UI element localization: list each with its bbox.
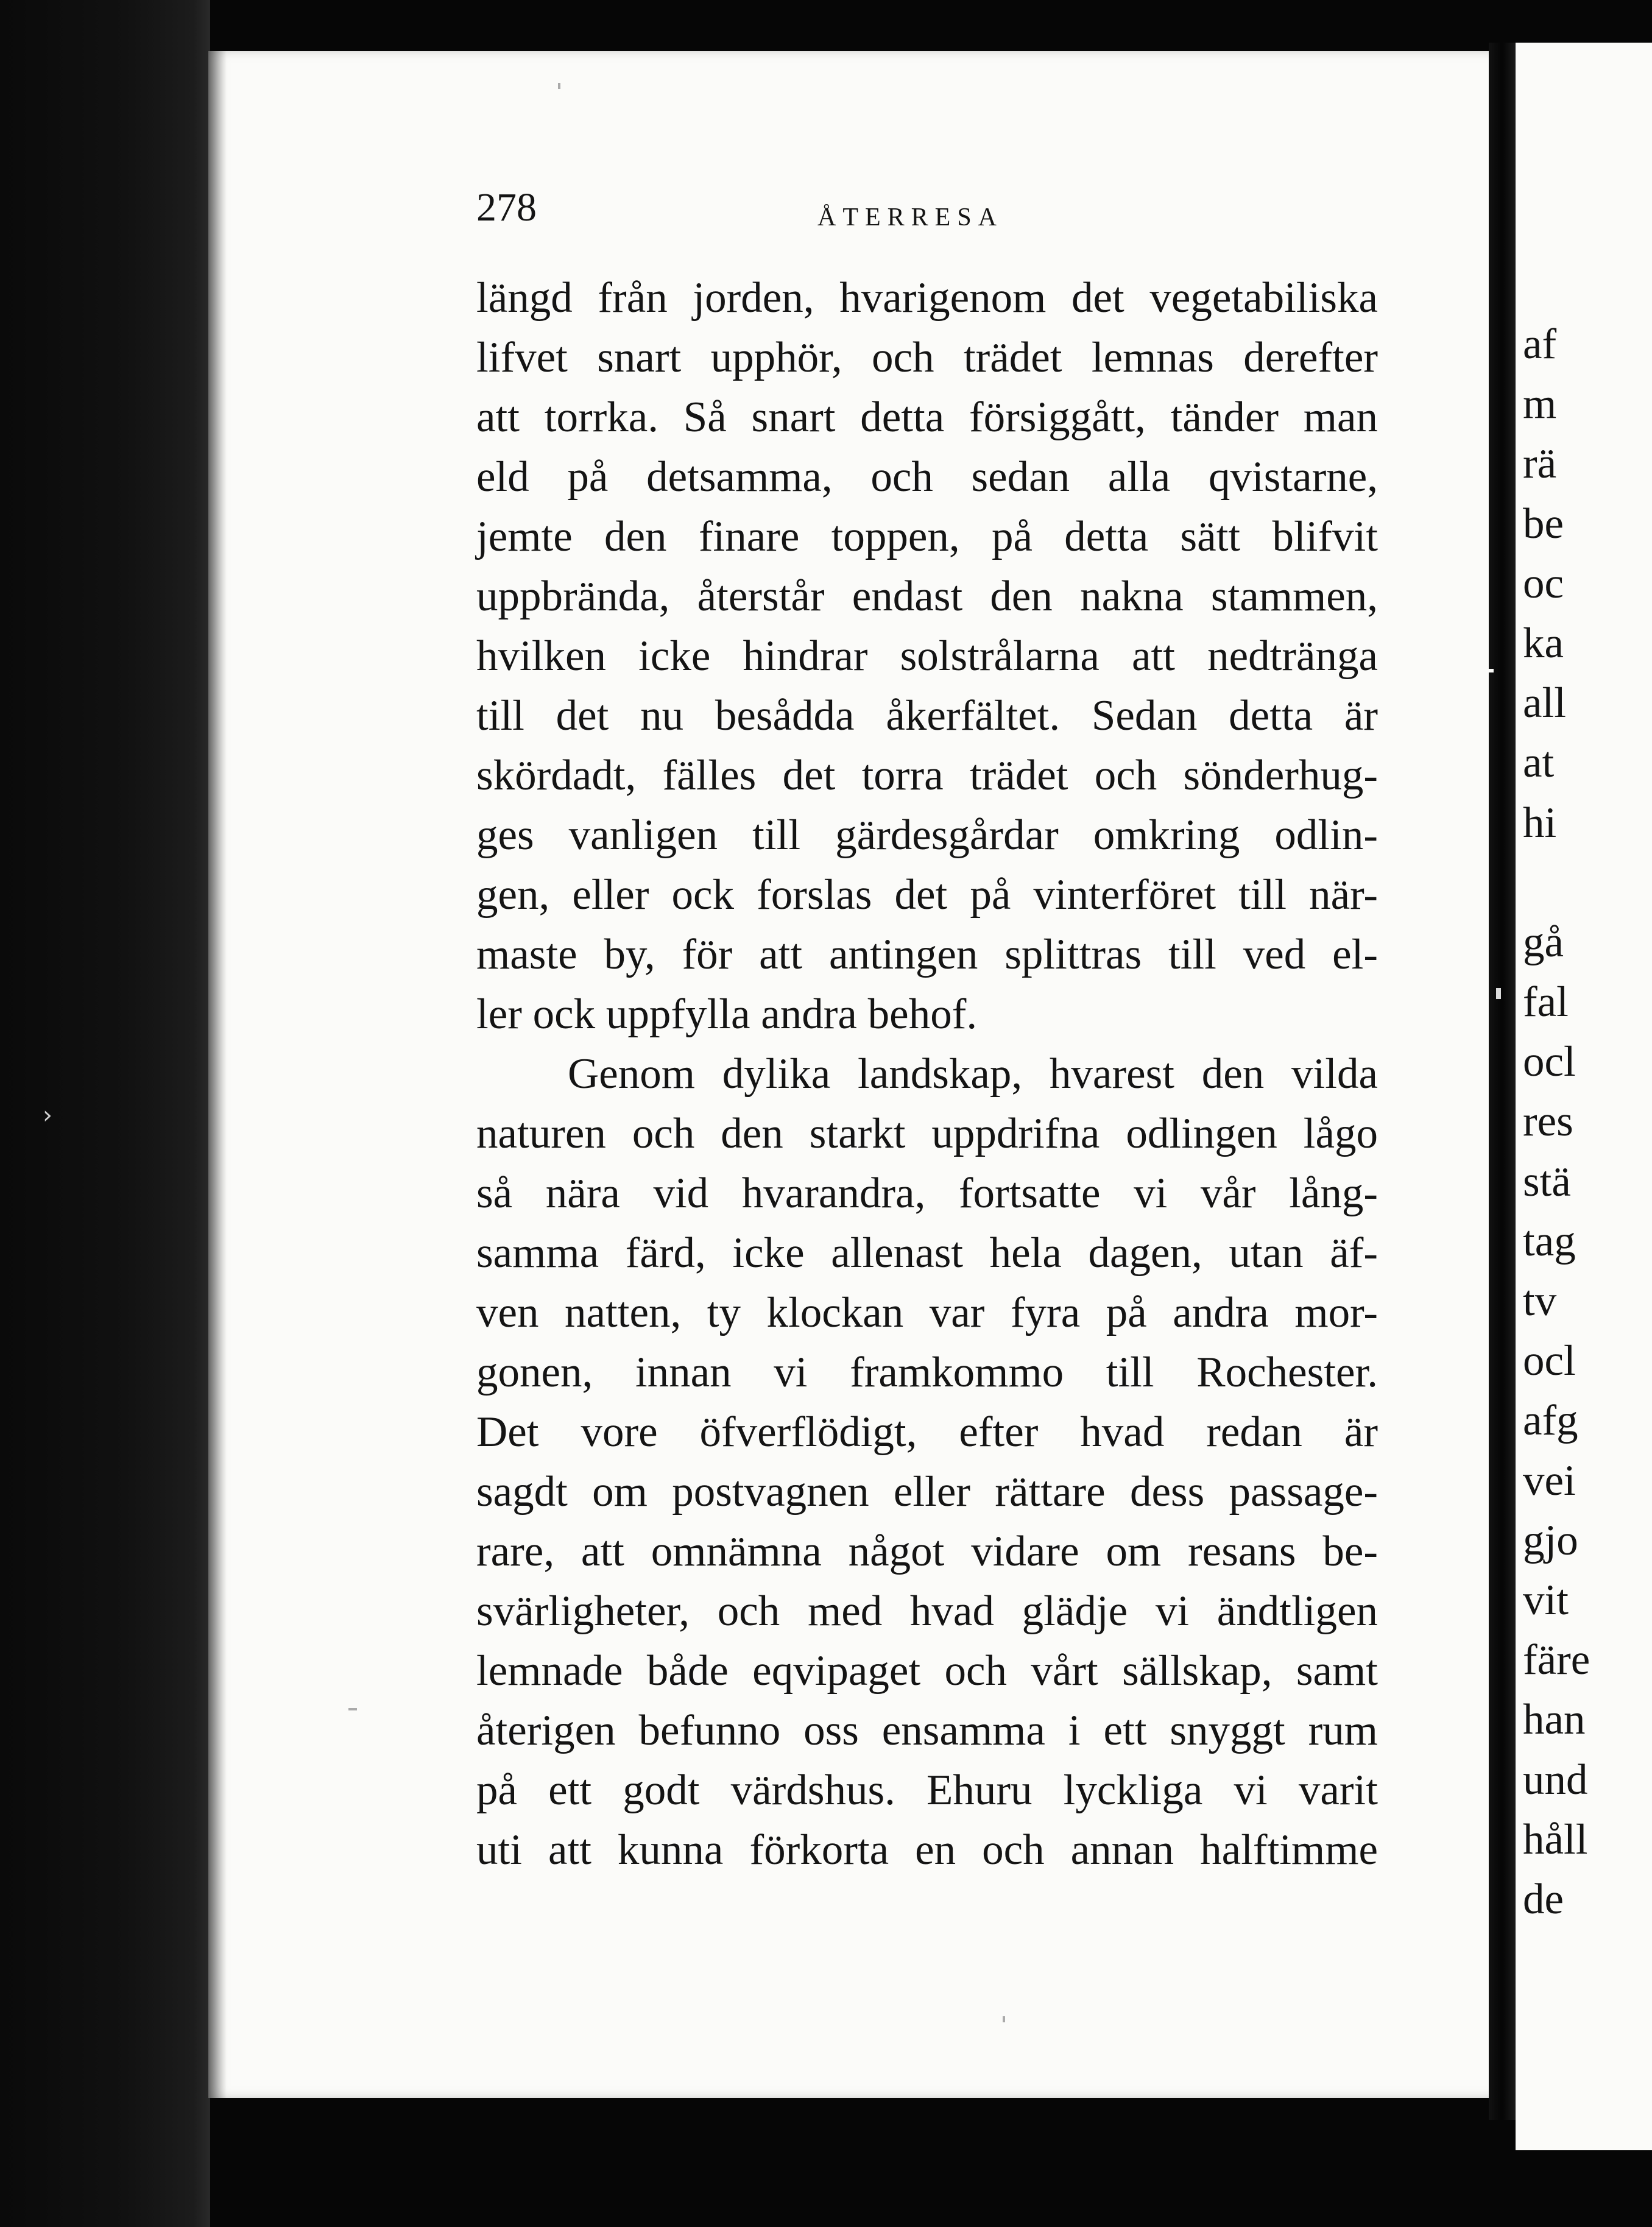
text-line: tv	[1523, 1277, 1557, 1325]
text-line: längd från jorden, hvarigenom det vegetabiliska	[476, 274, 1378, 322]
text-line: res	[1523, 1098, 1573, 1146]
text-line: tag	[1523, 1217, 1576, 1265]
text-line: all	[1523, 679, 1566, 727]
text-line: stä	[1523, 1157, 1571, 1205]
text-line: de	[1523, 1875, 1564, 1923]
text-line: gen, eller ock forslas det på vinterföret till när-	[476, 871, 1378, 919]
speck	[558, 83, 560, 89]
text-line: Genom dylika landskap, hvarest den vilda	[568, 1050, 1378, 1098]
text-line: jemte den finare toppen, på detta sätt blifvit	[476, 513, 1378, 560]
text-line: skördadt, fälles det torra trädet och sönderhug-	[476, 752, 1378, 799]
text-line: gjo	[1523, 1516, 1578, 1564]
text-line: uppbrända, återstår endast den nakna stammen,	[476, 573, 1378, 620]
text-line: und	[1523, 1756, 1588, 1804]
text-line: ocl	[1523, 1038, 1576, 1086]
text-line: af	[1523, 320, 1557, 368]
text-line: vit	[1523, 1576, 1569, 1624]
gutter-mark	[1496, 988, 1501, 999]
text-line: svärligheter, och med hvad glädje vi ändtligen	[476, 1587, 1378, 1635]
text-line: at	[1523, 739, 1555, 787]
right-page-fragment	[1516, 43, 1652, 2150]
text-line: färe	[1523, 1636, 1590, 1684]
text-line: hvilken icke hindrar solstrålarna att nedtränga	[476, 632, 1378, 680]
text-line: hi	[1523, 799, 1557, 847]
text-line: sagdt om postvagnen eller rättare dess passage-	[476, 1468, 1378, 1516]
text-line: maste by, för att antingen splittras till ved el-	[476, 931, 1378, 978]
text-line: att torrka. Så snart detta försiggått, tänder man	[476, 394, 1378, 441]
speck	[1003, 2016, 1005, 2022]
body-text	[476, 268, 1378, 1880]
speck	[348, 1708, 357, 1710]
text-line: håll	[1523, 1815, 1588, 1863]
text-line	[1523, 853, 1590, 912]
text-line: ocl	[1523, 1337, 1576, 1385]
text-line: samma färd, icke allenast hela dagen, utan äf-	[476, 1229, 1378, 1277]
page-number: 278	[476, 185, 537, 230]
page-edge-shadow	[208, 51, 227, 2098]
text-line: återigen befunno oss ensamma i ett snyggt rum	[476, 1707, 1378, 1754]
text-line: han	[1523, 1696, 1586, 1744]
text-line: uti att kunna förkorta en och annan halftimme	[476, 1826, 1378, 1874]
running-head: ÅTERRESA	[817, 203, 1004, 231]
text-line: vei	[1523, 1456, 1576, 1505]
text-line: naturen och den starkt uppdrifna odlingen lågo	[476, 1110, 1378, 1157]
margin-glyph: ›	[43, 1101, 52, 1129]
text-line: lifvet snart upphör, och trädet lemnas derefter	[476, 334, 1378, 381]
book-gutter	[1489, 43, 1516, 2120]
text-line: oc	[1523, 559, 1564, 607]
text-line: be	[1523, 499, 1564, 548]
text-line: Det vore öfverflödigt, efter hvad redan är	[476, 1408, 1378, 1456]
text-line: gonen, innan vi framkommo till Rochester.	[476, 1349, 1378, 1396]
text-line: så nära vid hvarandra, fortsatte vi vår lång-	[476, 1170, 1378, 1217]
text-line: eld på detsamma, och sedan alla qvistarne,	[476, 453, 1378, 501]
text-line: rä	[1523, 440, 1557, 488]
text-line: ler ock uppfylla andra behof.	[476, 990, 978, 1038]
text-line: till det nu besådda åkerfältet. Sedan detta är	[476, 692, 1378, 739]
right-page-text	[1523, 314, 1590, 1929]
text-line: afg	[1523, 1397, 1578, 1445]
text-line: fal	[1523, 978, 1569, 1026]
text-line: på ett godt värdshus. Ehuru lyckliga vi varit	[476, 1766, 1378, 1814]
text-line: ka	[1523, 619, 1564, 667]
left-margin-shadow	[0, 0, 210, 2227]
text-line: rare, att omnämna något vidare om resans be-	[476, 1528, 1378, 1575]
text-line: ven natten, ty klockan var fyra på andra mor-	[476, 1289, 1378, 1336]
text-line: m	[1523, 380, 1557, 428]
text-line: ges vanligen till gärdesgårdar omkring odlin-	[476, 811, 1378, 859]
text-line: gå	[1523, 918, 1564, 966]
gutter-mark	[1480, 669, 1494, 672]
text-line: lemnade både eqvipaget och vårt sällskap, samt	[476, 1647, 1378, 1695]
